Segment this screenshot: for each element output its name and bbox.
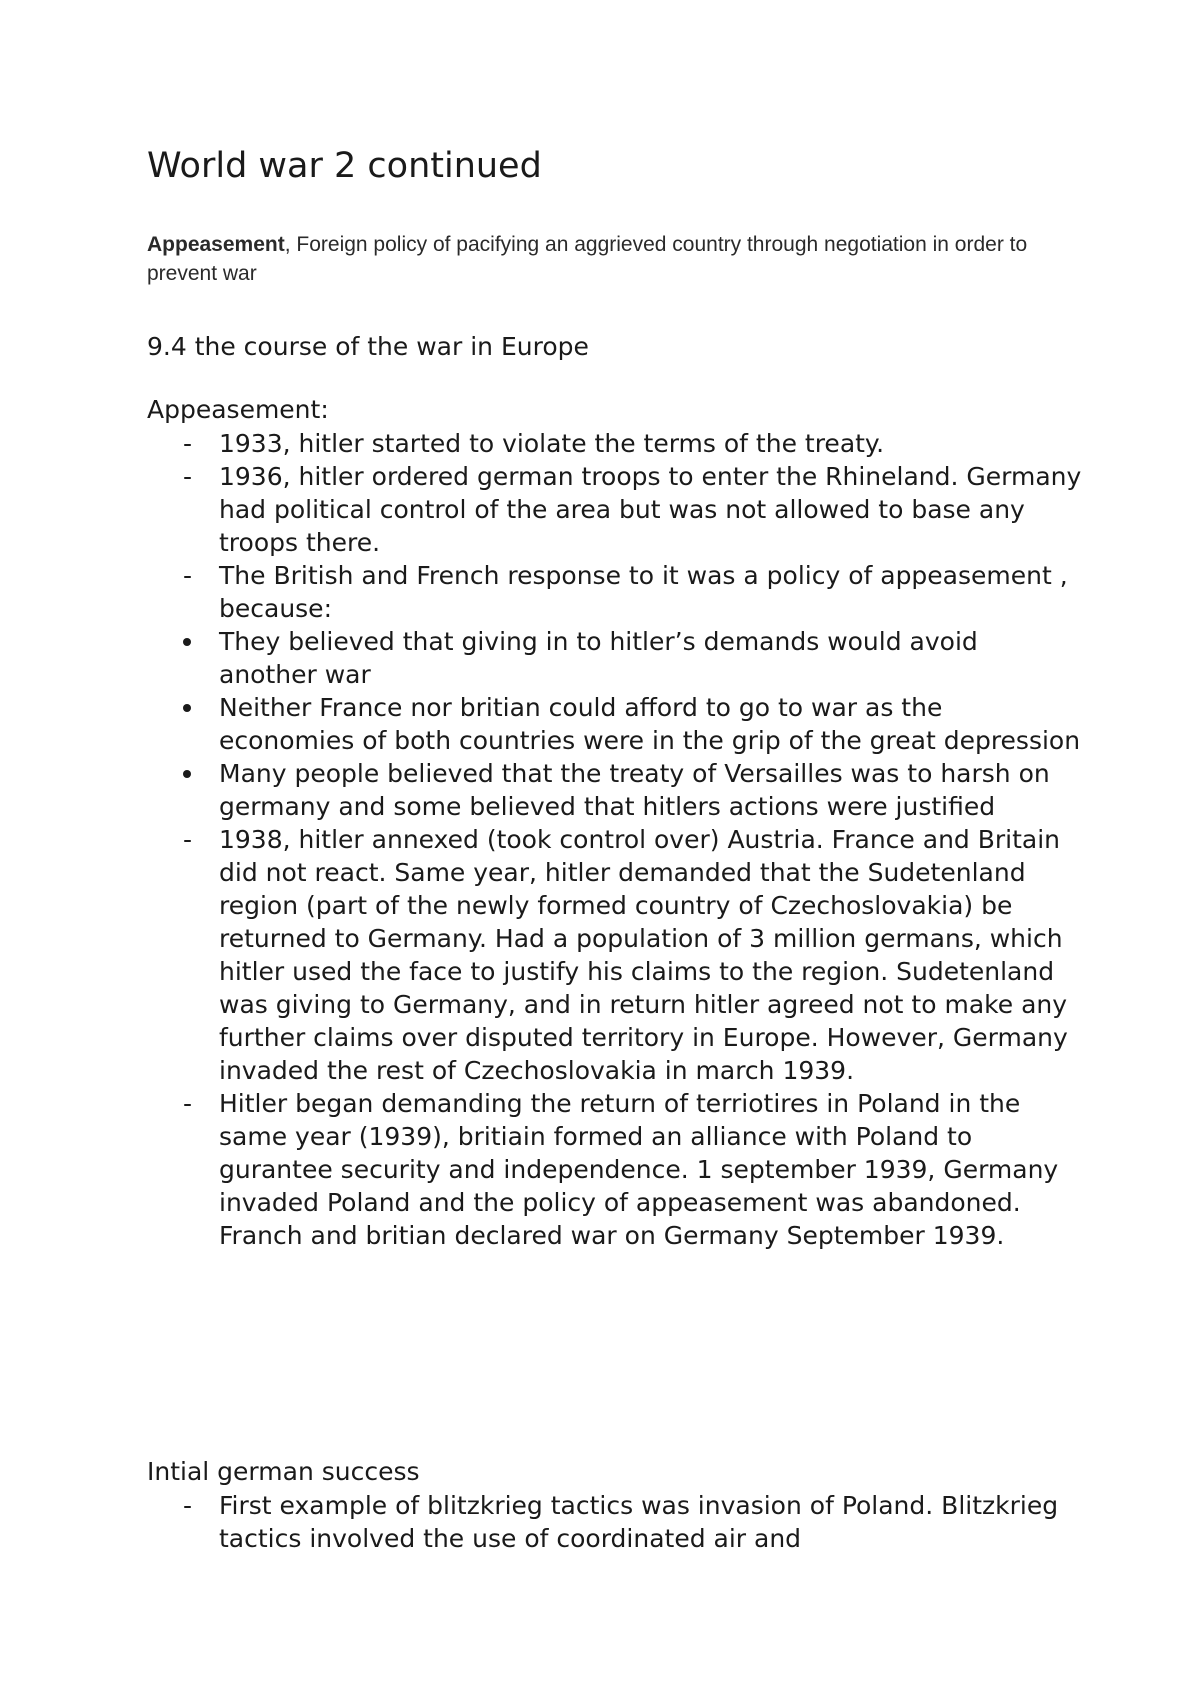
dash-marker: - — [183, 1089, 193, 1118]
list-item — [147, 1489, 1082, 1555]
dash-marker: - — [183, 561, 193, 590]
appeasement-list — [147, 427, 1082, 1252]
list-item-text: First example of blitzkrieg tactics was invasion of Poland. Blitzkrieg tactics involved the use of coordinated air and — [219, 1491, 1059, 1553]
list-item-text: 1936, hitler ordered german troops to enter the Rhineland. Germany had political control of the area but was not allowed to base any troops there. — [219, 462, 1082, 557]
bullet-icon — [183, 704, 191, 712]
definition-term: Appeasement — [147, 233, 285, 256]
list-item — [147, 1087, 1082, 1252]
list-item-text: 1933, hitler started to violate the terms of the treaty. — [219, 429, 885, 458]
appeasement-heading: Appeasement: — [147, 395, 329, 424]
section-heading: 9.4 the course of the war in Europe — [147, 332, 589, 361]
initial-success-list — [147, 1489, 1082, 1555]
list-item — [147, 460, 1082, 559]
initial-success-heading: Intial german success — [147, 1457, 420, 1486]
definition-paragraph — [147, 230, 1067, 288]
list-item — [147, 823, 1082, 1087]
list-item-text: They believed that giving in to hitler’s demands would avoid another war — [219, 627, 978, 689]
definition-text: , Foreign policy of pacifying an aggrieved country through negotiation in order to prevent war — [147, 233, 1028, 285]
list-item-text: The British and French response to it was a policy of appeasement , because: — [219, 561, 1068, 623]
list-item — [147, 625, 1082, 691]
list-item — [147, 427, 1082, 460]
list-item-text: 1938, hitler annexed (took control over) Austria. France and Britain did not react. Same year, hitler demanded that the Sudetenland region (part of the newly formed country of Czechoslovakia) be returned to Germany. Had a population of 3 million germans, which hitler used the face to justify his claims to the region. Sudetenland was giving to Germany, and in return hitler agreed not to make any further claims over disputed territory in Europe. However, Germany invaded the rest of Czechoslovakia in march 1939. — [219, 825, 1068, 1085]
list-item — [147, 559, 1082, 625]
dash-marker: - — [183, 462, 193, 491]
list-item-text: Neither France nor britian could afford to go to war as the economies of both countries were in the grip of the great depression — [219, 693, 1081, 755]
list-item-text: Many people believed that the treaty of Versailles was to harsh on germany and some believed that hitlers actions were justified — [219, 759, 1050, 821]
list-item — [147, 757, 1082, 823]
bullet-icon — [183, 638, 191, 646]
list-item-text: Hitler began demanding the return of terriotires in Poland in the same year (1939), britiain formed an alliance with Poland to gurantee security and independence. 1 september 1939, Germany invaded Poland and the policy of appeasement was abandoned. Franch and britian declared war on Germany September 1939. — [219, 1089, 1059, 1250]
document-title: World war 2 continued — [147, 146, 542, 186]
dash-marker: - — [183, 1491, 193, 1520]
bullet-icon — [183, 770, 191, 778]
dash-marker: - — [183, 825, 193, 854]
list-item — [147, 691, 1082, 757]
dash-marker: - — [183, 429, 193, 458]
